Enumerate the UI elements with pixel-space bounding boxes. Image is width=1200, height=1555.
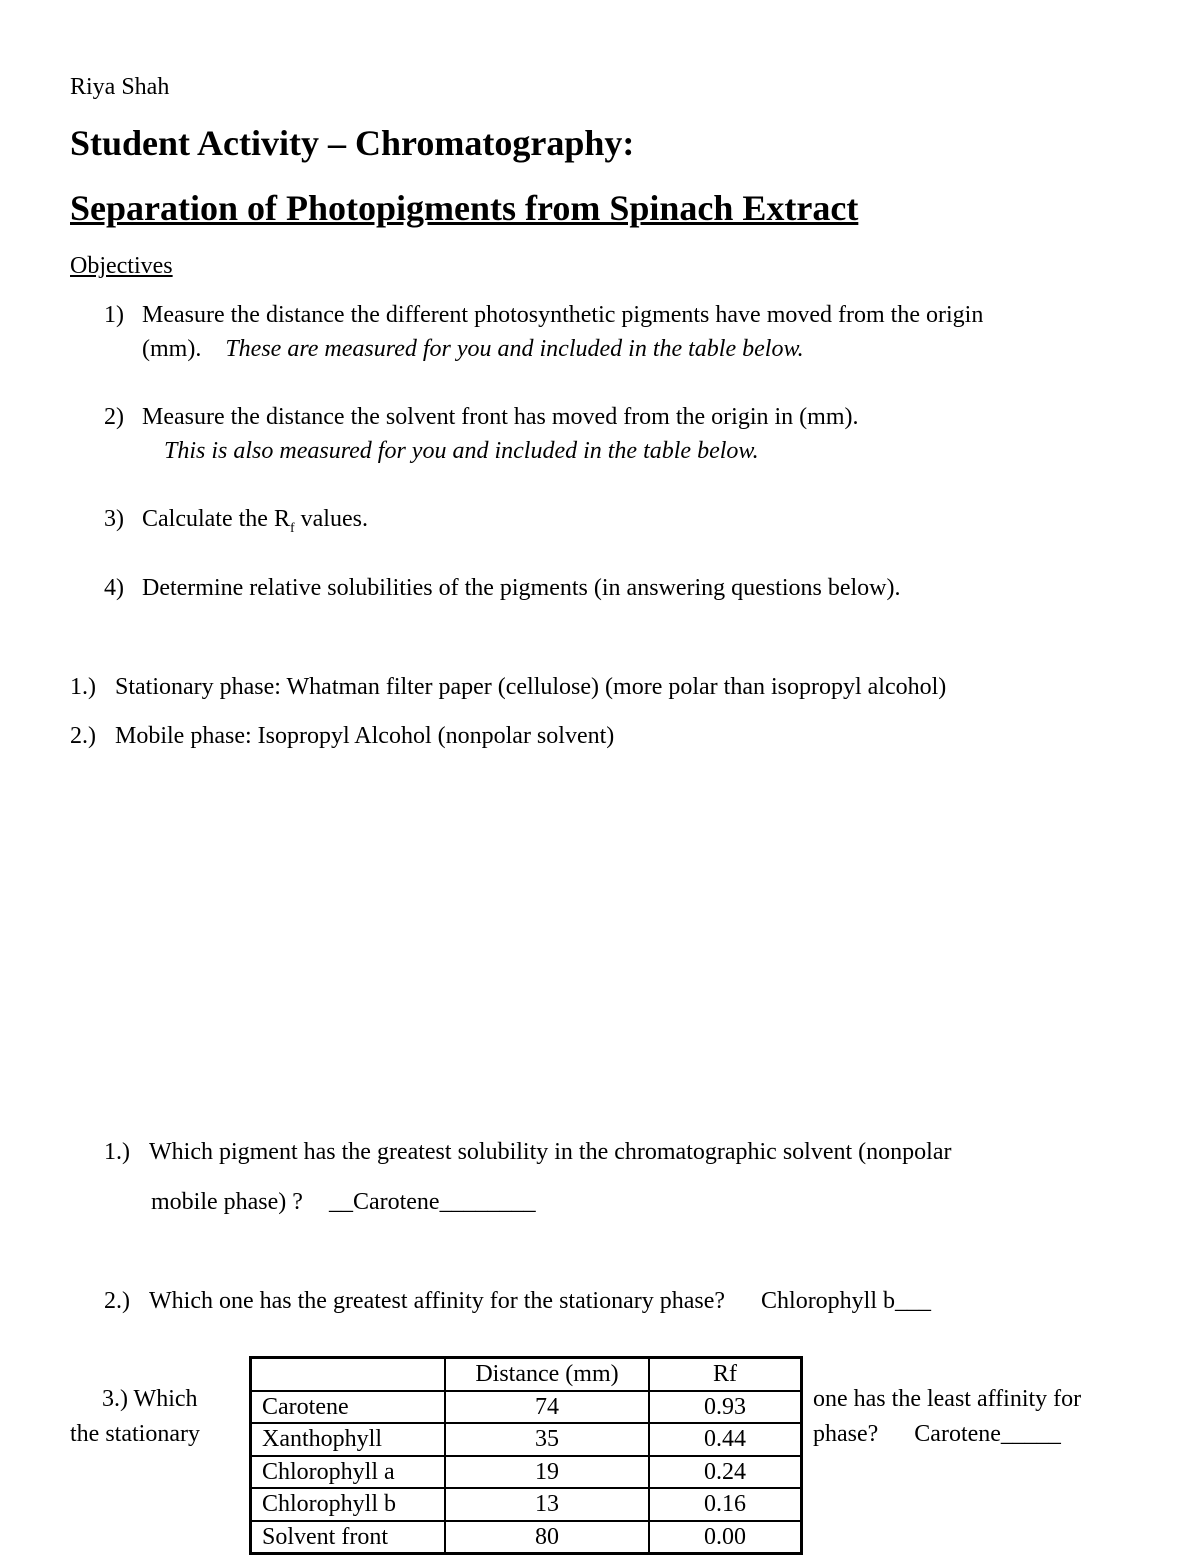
table-cell: 80 [445, 1521, 649, 1554]
question-answer: __Carotene________ [328, 1189, 536, 1215]
objective-item-3 [104, 506, 368, 537]
phase-text: Mobile phase: Isopropyl Alcohol (nonpolar solvent) [115, 723, 615, 749]
phase-number: 2.) [70, 723, 96, 749]
objective-item-4 [104, 575, 901, 602]
phase-text: Stationary phase: Whatman filter paper (cellulose) (more polar than isopropyl alcohol) [115, 674, 947, 700]
phase-number: 1.) [70, 674, 96, 700]
objective-number: 4) [104, 575, 124, 601]
author-name: Riya Shah [70, 74, 170, 100]
objective-item-1 [104, 302, 983, 329]
objective-item-2 [104, 404, 858, 431]
objective-number: 2) [104, 404, 124, 430]
objective-text: Determine relative solubilities of the pigments (in answering questions below). [142, 575, 901, 601]
question-2 [104, 1288, 931, 1315]
question-text-cont: mobile phase) ? [151, 1189, 303, 1215]
objective-note: These are measured for you and included in the table below. [225, 336, 804, 362]
objectives-heading: Objectives [70, 253, 173, 279]
table-header-cell: Distance (mm) [445, 1358, 649, 1391]
table-cell: 0.24 [649, 1456, 802, 1489]
question-1 [104, 1139, 951, 1166]
objective-text: Calculate the R [142, 506, 290, 532]
question-text: Which one has the greatest affinity for the stationary phase? [149, 1288, 726, 1314]
objective-number: 3) [104, 506, 124, 532]
table-header-cell: Rf [649, 1358, 802, 1391]
question-3-right-line2 [813, 1421, 1061, 1448]
table-cell: 74 [445, 1391, 649, 1424]
pigment-data-table [249, 1356, 803, 1555]
table-cell: Solvent front [251, 1521, 446, 1554]
table-cell: Chlorophyll a [251, 1456, 446, 1489]
objective-text-end: values. [294, 506, 368, 532]
table-row [251, 1423, 802, 1456]
table-cell: 35 [445, 1423, 649, 1456]
objective-text-cont: (mm). [142, 336, 202, 362]
page-title: Student Activity – Chromatography: [70, 123, 635, 163]
objective-item-1-cont [142, 336, 804, 363]
table-cell: 0.44 [649, 1423, 802, 1456]
table-row [251, 1488, 802, 1521]
question-3-left-line2: the stationary [70, 1421, 200, 1447]
table-cell: 0.16 [649, 1488, 802, 1521]
question-answer: Carotene_____ [914, 1421, 1061, 1447]
objective-text: Measure the distance the solvent front has moved from the origin in (mm). [142, 404, 859, 430]
question-3-right-line1: one has the least affinity for [813, 1386, 1082, 1412]
phase-item-stationary [70, 674, 946, 701]
table-cell: Xanthophyll [251, 1423, 446, 1456]
table-cell: 0.00 [649, 1521, 802, 1554]
table-cell: 13 [445, 1488, 649, 1521]
question-answer: Chlorophyll b___ [761, 1288, 932, 1314]
question-text: Which pigment has the greatest solubility in the chromatographic solvent (nonpolar [149, 1139, 952, 1165]
table-header-cell [251, 1358, 446, 1391]
table-row [251, 1521, 802, 1554]
table-header-row [251, 1358, 802, 1391]
table-cell: Chlorophyll b [251, 1488, 446, 1521]
question-number: 2.) [104, 1288, 130, 1314]
objective-number: 1) [104, 302, 124, 328]
question-3-left-line1: 3.) Which [102, 1386, 198, 1412]
table-cell: Carotene [251, 1391, 446, 1424]
objective-text: Measure the distance the different photosynthetic pigments have moved from the origin [142, 302, 984, 328]
subscript-f: f [289, 520, 295, 536]
table-cell: 0.93 [649, 1391, 802, 1424]
page-subtitle: Separation of Photopigments from Spinach Extract [70, 188, 859, 228]
question-number: 1.) [104, 1139, 130, 1165]
question-1-cont [151, 1189, 536, 1216]
table-cell: 19 [445, 1456, 649, 1489]
phase-item-mobile [70, 723, 614, 750]
table-row [251, 1456, 802, 1489]
question-text-cont: phase? [813, 1421, 879, 1447]
objective-note: This is also measured for you and included in the table below. [164, 438, 759, 464]
table-row [251, 1391, 802, 1424]
